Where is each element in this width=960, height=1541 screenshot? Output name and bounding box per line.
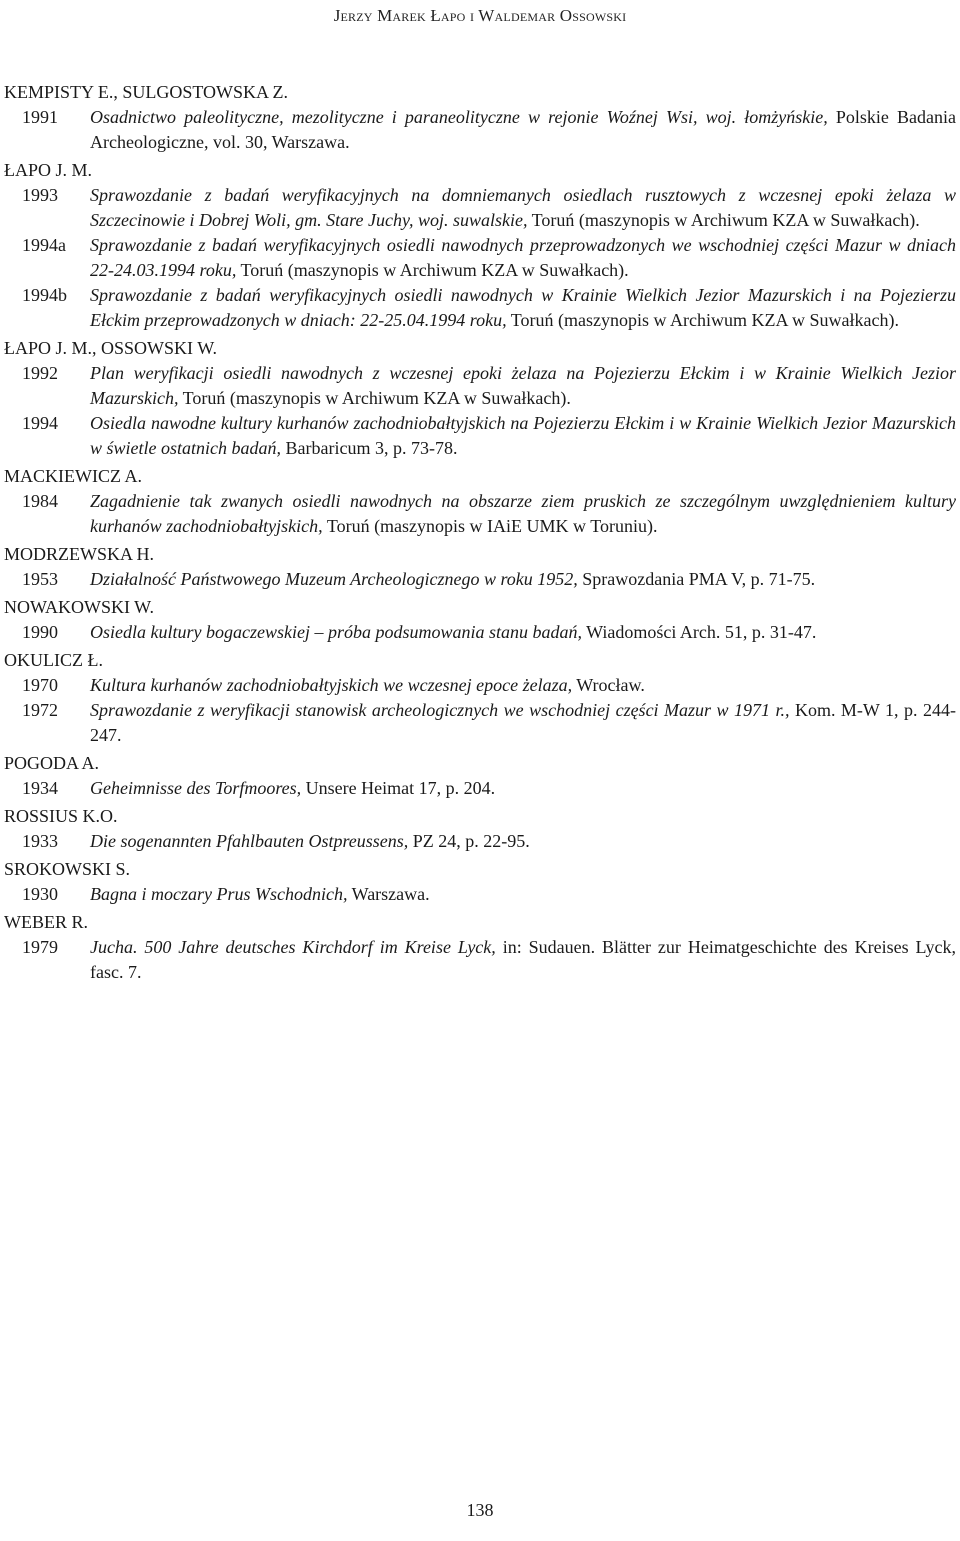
bibliography-entry xyxy=(4,283,956,333)
bibliography-entry xyxy=(4,935,956,985)
entry-title: Die sogenannten Pfahlbauten Ostpreussens, xyxy=(90,831,409,851)
entry-title: Jucha. 500 Jahre deutsches Kirchdorf im Kreise Lyck, xyxy=(90,937,496,957)
entry-year: 1972 xyxy=(22,700,58,720)
entry-year: 1970 xyxy=(22,675,58,695)
entry-year: 1979 xyxy=(22,937,58,957)
bibliography-entry xyxy=(4,882,956,907)
entry-year: 1934 xyxy=(22,778,58,798)
entry-publication: Barbaricum 3, p. 73-78. xyxy=(281,438,458,458)
entry-year: 1994 xyxy=(22,413,58,433)
author-heading: ŁAPO J. M., OSSOWSKI W. xyxy=(4,338,218,358)
author-heading: ŁAPO J. M. xyxy=(4,160,93,180)
bibliography-entry xyxy=(4,620,956,645)
entry-title: Sprawozdanie z badań weryfikacyjnych na domniemanych osiedlach rusztowych z wczesnej epoki żelaza w Szczecinowie i Dobrej Woli, gm. Stare Juchy, woj. suwalskie, xyxy=(90,185,956,230)
entry-title: Bagna i moczary Prus Wschodnich, xyxy=(90,884,348,904)
entry-publication: Sprawozdania PMA V, p. 71-75. xyxy=(577,569,816,589)
entry-publication: in: Sudauen. Blätter zur Heimatgeschichte des Kreises Lyck, fasc. 7. xyxy=(90,937,956,982)
entry-reference xyxy=(90,233,956,283)
entry-year: 1992 xyxy=(22,363,58,383)
entry-reference xyxy=(90,489,956,539)
entry-title: Sprawozdanie z badań weryfikacyjnych osiedli nawodnych w Krainie Wielkich Jezior Mazurskich i na Pojezierzu Ełckim przeprowadzonych w dniach: 22-25.04.1994 roku, xyxy=(90,285,956,330)
entry-publication: Warszawa. xyxy=(347,884,430,904)
bibliography-list xyxy=(4,80,956,985)
running-head: Jerzy Marek Łapo i Waldemar Ossowski xyxy=(333,6,627,25)
entry-publication: Kom. M-W 1, p. 244-247. xyxy=(90,700,956,745)
entry-publication: Wrocław. xyxy=(572,675,645,695)
bibliography-entry xyxy=(4,105,956,155)
entry-title: Działalność Państwowego Muzeum Archeologicznego w roku 1952, xyxy=(90,569,578,589)
entry-year: 1990 xyxy=(22,622,58,642)
bibliography-entry xyxy=(4,233,956,283)
author-heading: POGODA A. xyxy=(4,753,100,773)
entry-reference xyxy=(90,935,956,985)
author-heading: MODRZEWSKA H. xyxy=(4,544,155,564)
author-heading: KEMPISTY E., SULGOSTOWSKA Z. xyxy=(4,82,289,102)
entry-title: Sprawozdanie z weryfikacji stanowisk archeologicznych we wschodniej części Mazur w 1971 r., xyxy=(90,700,790,720)
entry-reference xyxy=(90,105,956,155)
entry-year: 1994a xyxy=(22,235,66,255)
bibliography-entry xyxy=(4,698,956,748)
bibliography-entry xyxy=(4,776,956,801)
author-heading: MACKIEWICZ A. xyxy=(4,466,142,486)
bibliography-entry xyxy=(4,673,956,698)
entry-year: 1984 xyxy=(22,491,58,511)
author-heading: OKULICZ Ł. xyxy=(4,650,103,670)
entry-year: 1993 xyxy=(22,185,58,205)
bibliography-entry xyxy=(4,361,956,411)
entry-publication: PZ 24, p. 22-95. xyxy=(408,831,530,851)
author-heading: WEBER R. xyxy=(4,912,88,932)
entry-title: Osiedla nawodne kultury kurhanów zachodniobałtyjskich na Pojezierzu Ełckim i w Krainie Wielkich Jezior Mazurskich w świetle ostatnich badań, xyxy=(90,413,956,458)
entry-title: Kultura kurhanów zachodniobałtyjskich we wczesnej epoce żelaza, xyxy=(90,675,573,695)
page-number: 138 xyxy=(466,1500,494,1520)
entry-title: Geheimnisse des Torfmoores, xyxy=(90,778,302,798)
entry-publication: Wiadomości Arch. 51, p. 31-47. xyxy=(581,622,817,642)
entry-publication: Toruń (maszynopis w Archiwum KZA w Suwałkach). xyxy=(236,260,629,280)
entry-reference xyxy=(90,567,956,592)
entry-reference xyxy=(90,776,956,801)
entry-title: Osiedla kultury bogaczewskiej – próba podsumowania stanu badań, xyxy=(90,622,582,642)
bibliography-entry xyxy=(4,567,956,592)
bibliography-entry xyxy=(4,489,956,539)
entry-year: 1930 xyxy=(22,884,58,904)
entry-reference xyxy=(90,183,956,233)
entry-reference xyxy=(90,698,956,748)
entry-publication: Toruń (maszynopis w IAiE UMK w Toruniu). xyxy=(322,516,658,536)
author-heading: SROKOWSKI S. xyxy=(4,859,131,879)
author-heading: NOWAKOWSKI W. xyxy=(4,597,154,617)
entry-year: 1953 xyxy=(22,569,58,589)
entry-reference xyxy=(90,411,956,461)
entry-title: Osadnictwo paleolityczne, mezolityczne i paraneolityczne w rejonie Woźnej Wsi, woj. łomżyńskie, xyxy=(90,107,828,127)
entry-reference xyxy=(90,361,956,411)
entry-publication: Unsere Heimat 17, p. 204. xyxy=(301,778,496,798)
entry-year: 1933 xyxy=(22,831,58,851)
entry-publication: Toruń (maszynopis w Archiwum KZA w Suwałkach). xyxy=(527,210,920,230)
entry-reference xyxy=(90,829,956,854)
bibliography-entry xyxy=(4,829,956,854)
bibliography-entry xyxy=(4,183,956,233)
entry-year: 1991 xyxy=(22,107,58,127)
entry-publication: Toruń (maszynopis w Archiwum KZA w Suwałkach). xyxy=(178,388,571,408)
bibliography-entry xyxy=(4,411,956,461)
entry-year: 1994b xyxy=(22,285,67,305)
entry-reference xyxy=(90,882,956,907)
author-heading: ROSSIUS K.O. xyxy=(4,806,118,826)
entry-publication: Toruń (maszynopis w Archiwum KZA w Suwałkach). xyxy=(506,310,899,330)
entry-publication: Polskie Badania Archeologiczne, vol. 30, Warszawa. xyxy=(90,107,956,152)
entry-reference xyxy=(90,283,956,333)
entry-title: Zagadnienie tak zwanych osiedli nawodnych na obszarze ziem pruskich ze szczególnym uwzględnieniem kultury kurhanów zachodniobałtyjskich, xyxy=(90,491,956,536)
entry-title: Plan weryfikacji osiedli nawodnych z wczesnej epoki żelaza na Pojezierzu Ełckim i w Krainie Wielkich Jezior Mazurskich, xyxy=(90,363,956,408)
entry-reference xyxy=(90,673,956,698)
entry-reference xyxy=(90,620,956,645)
entry-title: Sprawozdanie z badań weryfikacyjnych osiedli nawodnych przeprowadzonych we wschodniej części Mazur w dniach 22-24.03.1994 roku, xyxy=(90,235,956,280)
